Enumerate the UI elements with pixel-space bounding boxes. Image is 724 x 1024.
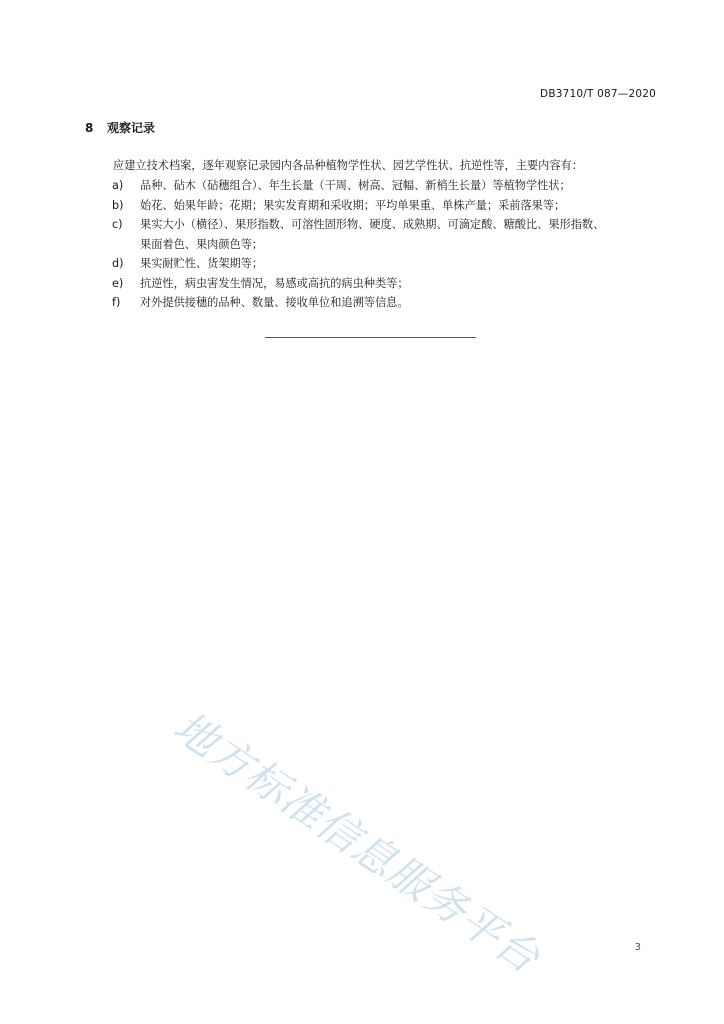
section-number: 8: [85, 121, 94, 135]
item-text: 对外提供接穗的品种、数量、接收单位和追溯等信息。: [140, 296, 409, 309]
section-heading: [85, 119, 155, 136]
item-marker: d): [112, 257, 124, 270]
observation-items-list: [112, 176, 672, 313]
item-marker: f): [112, 296, 121, 309]
list-item: [112, 215, 672, 254]
list-item: [112, 254, 672, 274]
item-marker: e): [112, 276, 124, 290]
list-item: [112, 196, 672, 216]
item-text: 果实大小（横径）、果形指数、可溶性固形物、硬度、成熟期、可滴定酸、糖酸比、果形指数、 果面着色、果肉颜色等；: [140, 218, 605, 251]
item-text: 品种、砧木（砧穗组合）、年生长量（干周、树高、冠幅、新梢生长量）等植物学性状；: [140, 179, 571, 192]
item-text: 始花、始果年龄；花期；果实发育期和采收期；平均单果重、单株产量；采前落果等；: [140, 198, 566, 212]
end-of-content-rule: [265, 337, 476, 338]
document-code: DB3710/T 087—2020: [540, 88, 656, 100]
section-intro: 应建立技术档案，逐年观察记录园内各品种植物学性状、园艺学性状、抗逆性等，主要内容有：: [113, 159, 583, 172]
list-item: [112, 293, 672, 313]
item-text: 抗逆性，病虫害发生情况，易感或高抗的病虫种类等；: [140, 276, 409, 290]
item-marker: a): [112, 179, 124, 192]
watermark: 地方标准信息服务平台: [164, 701, 549, 983]
item-text: 果实耐贮性、货架期等；: [140, 257, 264, 270]
page-number: 3: [634, 942, 641, 953]
item-marker: c): [112, 218, 123, 231]
section-title: 观察记录: [107, 121, 156, 135]
list-item: [112, 176, 672, 196]
list-item: [112, 274, 672, 294]
item-marker: b): [112, 198, 124, 212]
